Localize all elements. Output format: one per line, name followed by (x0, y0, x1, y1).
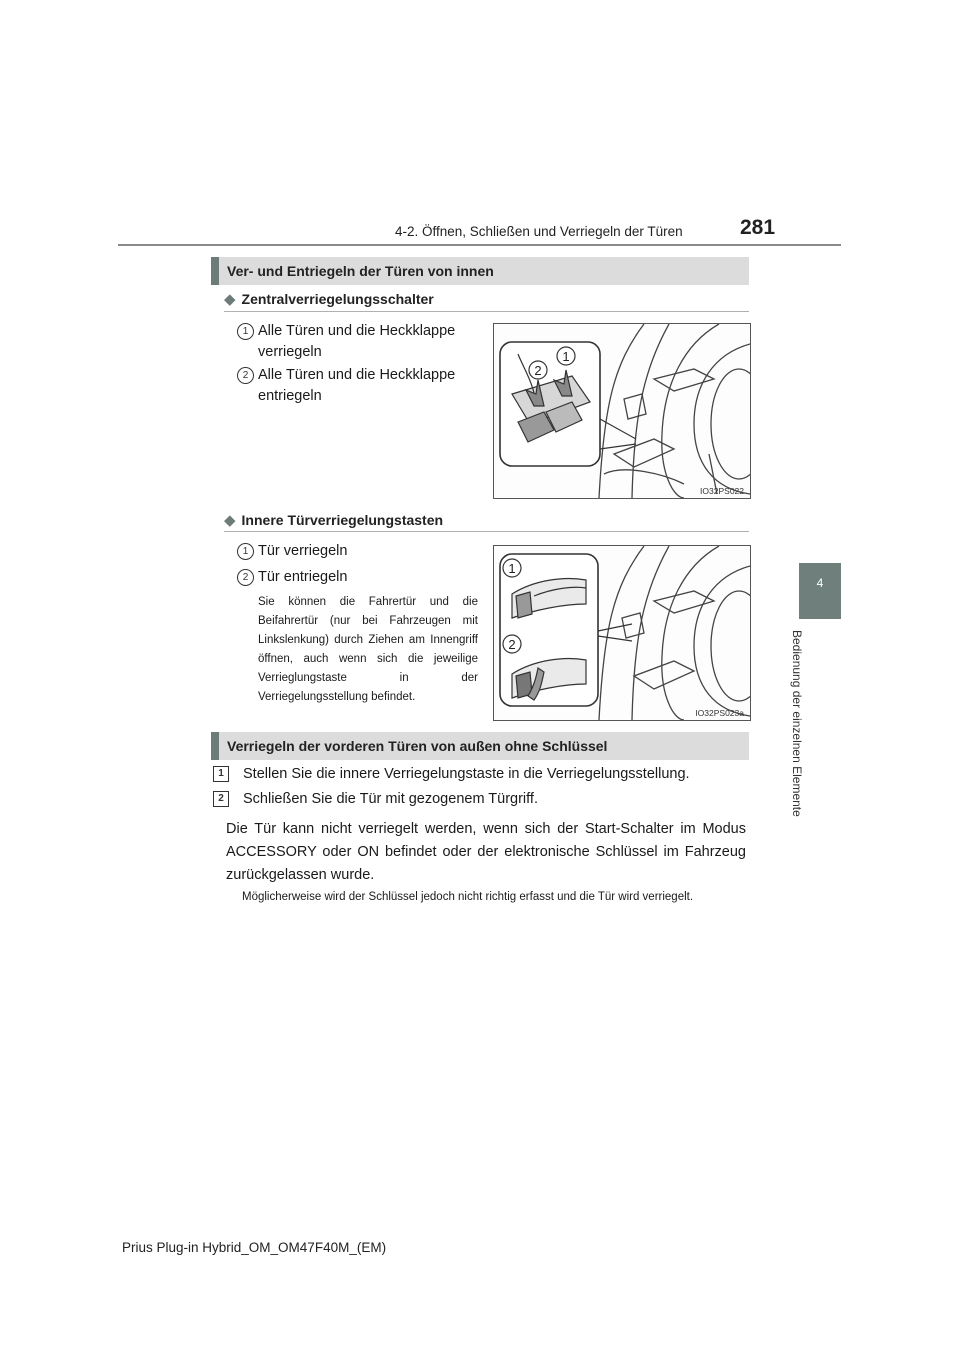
chapter-heading: 4-2. Öffnen, Schließen und Verriegeln der Türen (395, 224, 683, 239)
item-number: 2 (237, 569, 254, 586)
callout-2: 2 (534, 363, 542, 378)
inner-lock-button-illustration (493, 545, 751, 721)
section-heading-inside: Ver- und Entriegeln der Türen von innen (211, 257, 749, 285)
callout-2: 2 (508, 637, 516, 652)
item-number: 2 (237, 367, 254, 384)
subheading-inner-lock (224, 511, 443, 529)
central-locking-switch-illustration (493, 323, 751, 499)
subheading-central-locking (224, 290, 434, 308)
paragraph: Die Tür kann nicht verriegelt werden, wenn sich der Start-Schalter im Modus ACCESSORY oder ON befindet oder der elektronische Schlüssel im Fahrzeug zurückgelassen wurde. (226, 821, 746, 883)
item-text: Tür entriegeln (258, 569, 348, 585)
door-handle-drawing (494, 546, 750, 720)
item-text: Alle Türen und die Heckklappe verriegeln (258, 323, 456, 360)
chapter-tab-number: 4 (816, 576, 824, 590)
figure-code: IO32PS022 (700, 486, 744, 496)
item-note: Sie können die Fahrertür und die Beifahrertür (nur bei Fahrzeugen mit Linkslenkung) durch Ziehen am Innengriff öffnen, auch wenn sich die jeweilige Verrieglungstaste in der Verriegelungsstellung befindet. (258, 596, 478, 703)
callout-1: 1 (562, 349, 570, 364)
section-heading-outside: Verriegeln der vorderen Türen von außen ohne Schlüssel (211, 732, 749, 760)
item-text: Alle Türen und die Heckklappe entriegeln (258, 367, 456, 404)
item-text: Tür verriegeln (258, 543, 348, 559)
chapter-tab (799, 563, 841, 619)
step-number: 1 (213, 766, 229, 782)
figure-code: IO32PS023a (695, 708, 744, 718)
diamond-icon: ◆ (224, 291, 236, 308)
page-number: 281 (740, 216, 776, 239)
step-text: Stellen Sie die innere Verriegelungstaste in die Verriegelungsstellung. (243, 766, 690, 782)
item-number: 1 (237, 323, 254, 340)
subheading-rule (224, 311, 749, 312)
step-text: Schließen Sie die Tür mit gezogenem Türgriff. (243, 791, 538, 807)
subheading-text: Zentralverriegelungsschalter (241, 291, 434, 307)
subheading-rule (224, 531, 749, 532)
step-number: 2 (213, 791, 229, 807)
subheading-text: Innere Türverriegelungstasten (241, 512, 444, 528)
callout-1: 1 (508, 561, 516, 576)
chapter-tab-label: Bedienung der einzelnen Elemente (790, 630, 804, 817)
item-number: 1 (237, 543, 254, 560)
header-rule (118, 244, 841, 246)
note-text: Möglicherweise wird der Schlüssel jedoch nicht richtig erfasst und die Tür wird verriegelt. (242, 891, 694, 903)
footer-model: Prius Plug-in Hybrid_OM_OM47F40M_(EM) (122, 1240, 387, 1255)
dashboard-switch-drawing (494, 324, 750, 498)
diamond-icon: ◆ (224, 512, 236, 529)
